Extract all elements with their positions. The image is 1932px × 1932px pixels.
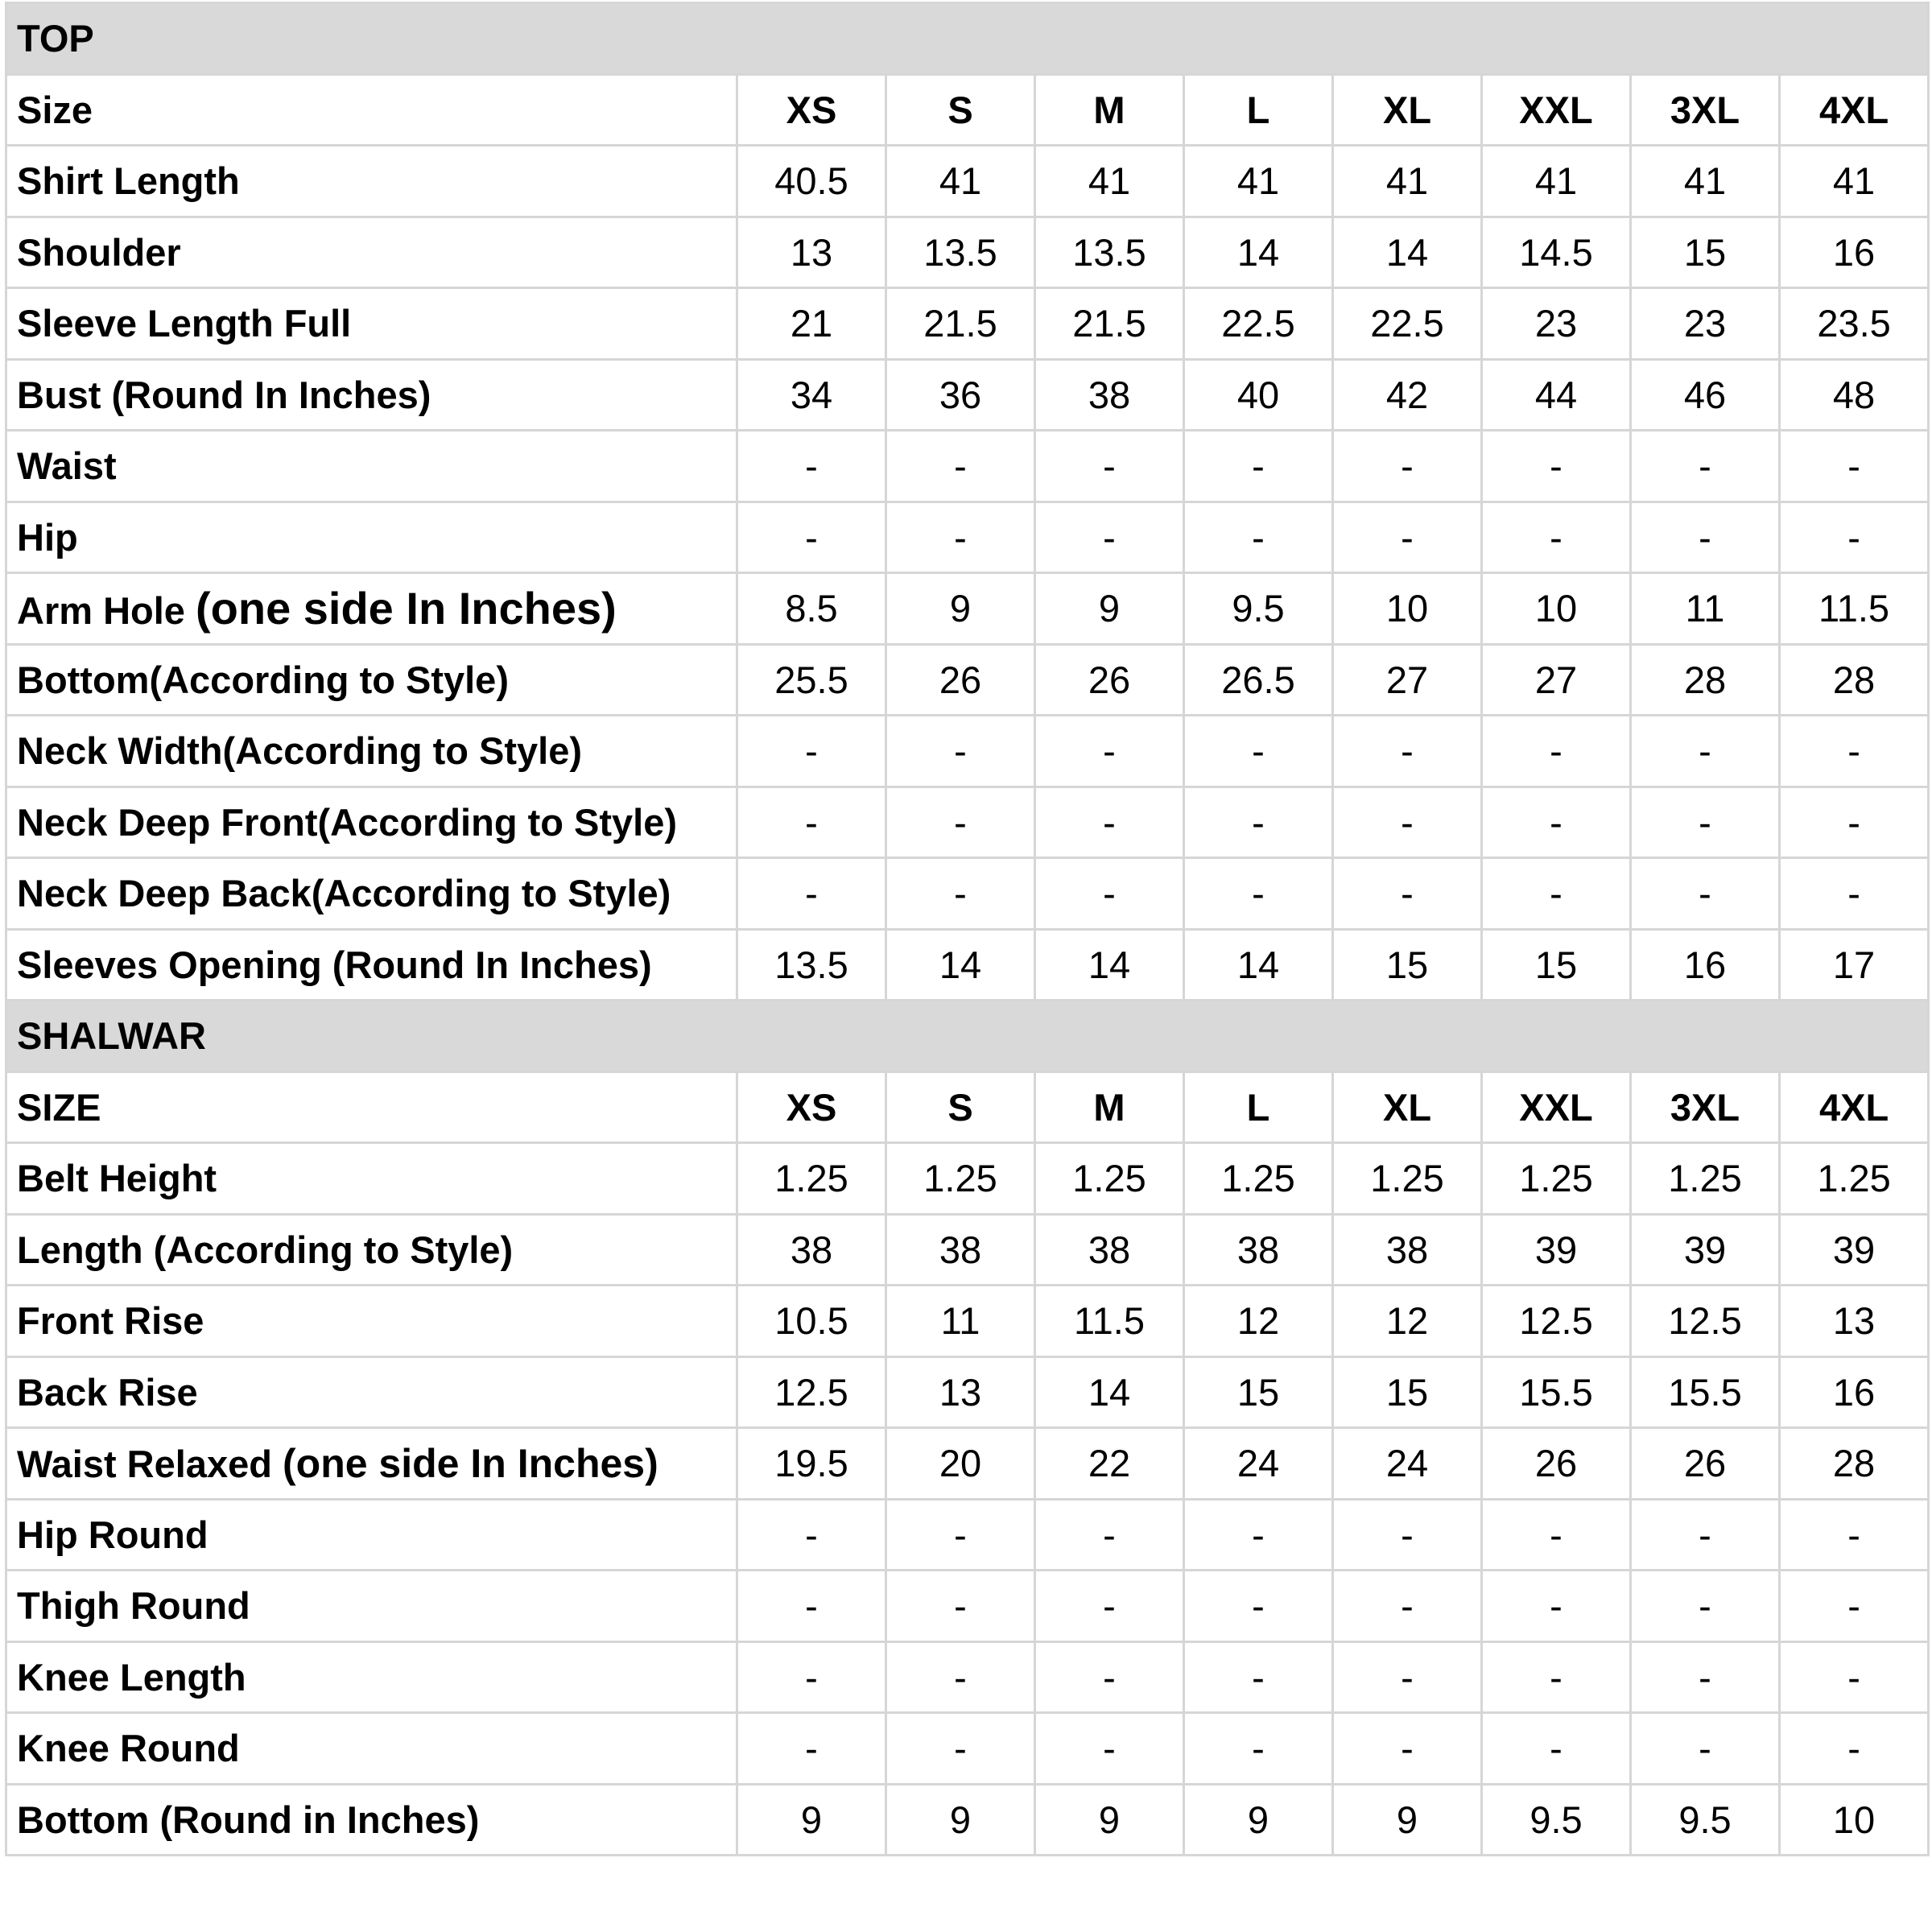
measurement-value: - [1035, 1713, 1184, 1785]
measurement-value: 9.5 [1631, 1784, 1780, 1856]
measurement-value: - [1780, 858, 1929, 930]
measurement-value: - [1482, 716, 1631, 787]
table-row [6, 858, 1929, 930]
measurement-value: 42 [1333, 359, 1482, 431]
measurement-value: - [886, 431, 1035, 502]
measurement-name: Bust [17, 373, 101, 416]
table-row [6, 359, 1929, 431]
measurement-value: 41 [1780, 146, 1929, 217]
measurement-value: 13.5 [737, 929, 886, 1001]
measurement-value: 27 [1482, 644, 1631, 716]
measurement-value: - [1184, 502, 1333, 573]
measurement-value: - [737, 1641, 886, 1713]
shalwar-size-s: S [886, 1071, 1035, 1143]
measurement-value: 9 [1035, 1784, 1184, 1856]
measurement-value: 38 [1035, 1214, 1184, 1286]
measurement-name: Back Rise [17, 1370, 198, 1414]
top-size-label: Size [6, 74, 737, 146]
measurement-value: 38 [1333, 1214, 1482, 1286]
measurement-value: - [1631, 1571, 1780, 1642]
measurement-value: 8.5 [737, 573, 886, 645]
measurement-value: 12 [1184, 1286, 1333, 1357]
measurement-value: - [1035, 1499, 1184, 1571]
table-row [6, 1499, 1929, 1571]
measurement-value: 34 [737, 359, 886, 431]
measurement-name: Front Rise [17, 1299, 204, 1343]
table-row [6, 502, 1929, 573]
measurement-value: 23.5 [1780, 288, 1929, 360]
measurement-value: 22.5 [1333, 288, 1482, 360]
shalwar-size-3xl: 3XL [1631, 1071, 1780, 1143]
measurement-value: 28 [1780, 644, 1929, 716]
table-row [6, 1286, 1929, 1357]
measurement-value: 9 [1333, 1784, 1482, 1856]
shalwar-size-xs: XS [737, 1071, 886, 1143]
measurement-value: 13.5 [1035, 217, 1184, 288]
measurement-name: Neck Deep Front(According to Style) [17, 800, 677, 844]
measurement-value: 19.5 [737, 1428, 886, 1500]
measurement-value: 10 [1780, 1784, 1929, 1856]
measurement-value: 9 [886, 573, 1035, 645]
top-size-m: M [1035, 74, 1184, 146]
measurement-value: - [1333, 858, 1482, 930]
measurement-value: - [1184, 716, 1333, 787]
measurement-name: Shirt Length [17, 159, 240, 203]
measurement-label [6, 1428, 737, 1500]
measurement-value: - [1184, 858, 1333, 930]
measurement-value: 20 [886, 1428, 1035, 1500]
measurement-value: - [886, 786, 1035, 858]
shalwar-size-xxl: XXL [1482, 1071, 1631, 1143]
measurement-value: 11.5 [1035, 1286, 1184, 1357]
measurement-value: - [1631, 502, 1780, 573]
measurement-value: - [737, 858, 886, 930]
measurement-value: 27 [1333, 644, 1482, 716]
measurement-value: - [1780, 1571, 1929, 1642]
measurement-value: - [1780, 1499, 1929, 1571]
measurement-value: 12 [1333, 1286, 1482, 1357]
measurement-value: 11.5 [1780, 573, 1929, 645]
measurement-note: (one side In Inches) [196, 582, 617, 634]
table-row [6, 1784, 1929, 1856]
measurement-name: Length (According to Style) [17, 1228, 514, 1271]
shalwar-section-header [6, 1001, 1929, 1072]
measurement-name: Hip [17, 515, 78, 559]
measurement-value: 14 [1035, 1356, 1184, 1428]
measurement-value: - [1631, 716, 1780, 787]
top-size-s: S [886, 74, 1035, 146]
measurement-name: Waist [17, 444, 117, 488]
table-row [6, 1571, 1929, 1642]
measurement-value: - [737, 786, 886, 858]
table-row [6, 1428, 1929, 1500]
measurement-value: 10 [1482, 573, 1631, 645]
measurement-value: 12.5 [1631, 1286, 1780, 1357]
measurement-value: 13 [737, 217, 886, 288]
measurement-value: - [1035, 1641, 1184, 1713]
measurement-value: 21.5 [1035, 288, 1184, 360]
top-sizes-row [6, 74, 1929, 146]
measurement-name: Arm Hole [17, 588, 185, 632]
measurement-value: 41 [1631, 146, 1780, 217]
measurement-value: - [886, 1499, 1035, 1571]
measurement-value: 21 [737, 288, 886, 360]
measurement-value: 14 [1333, 217, 1482, 288]
measurement-value: - [1482, 1641, 1631, 1713]
table-row [6, 1143, 1929, 1215]
measurement-value: 12.5 [1482, 1286, 1631, 1357]
measurement-value: - [737, 716, 886, 787]
measurement-label [6, 716, 737, 787]
measurement-value: - [737, 1571, 886, 1642]
measurement-value: 14 [1184, 217, 1333, 288]
measurement-value: 40 [1184, 359, 1333, 431]
measurement-name: Neck Width(According to Style) [17, 729, 583, 773]
measurement-value: 15 [1333, 929, 1482, 1001]
measurement-value: - [1184, 1641, 1333, 1713]
shalwar-size-m: M [1035, 1071, 1184, 1143]
measurement-value: 21.5 [886, 288, 1035, 360]
measurement-value: - [1333, 1713, 1482, 1785]
measurement-value: 41 [886, 146, 1035, 217]
measurement-value: 14 [886, 929, 1035, 1001]
measurement-name: Thigh Round [17, 1584, 250, 1628]
measurement-name: Sleeve Length Full [17, 302, 352, 345]
shalwar-size-xl: XL [1333, 1071, 1482, 1143]
measurement-label [6, 1499, 737, 1571]
measurement-name: Waist Relaxed [17, 1442, 272, 1485]
shalwar-section-title: SHALWAR [6, 1001, 1929, 1072]
measurement-value: - [1631, 431, 1780, 502]
measurement-value: - [886, 716, 1035, 787]
measurement-value: 1.25 [1035, 1143, 1184, 1215]
top-size-4xl: 4XL [1780, 74, 1929, 146]
table-row [6, 288, 1929, 360]
measurement-value: 38 [1184, 1214, 1333, 1286]
measurement-value: - [1631, 1713, 1780, 1785]
measurement-name: Bottom (Round in Inches) [17, 1798, 480, 1841]
size-chart-table [5, 2, 1930, 1856]
measurement-value: 17 [1780, 929, 1929, 1001]
measurement-value: 1.25 [1333, 1143, 1482, 1215]
top-size-l: L [1184, 74, 1333, 146]
measurement-note: (Round In Inches) [111, 373, 431, 416]
measurement-value: - [886, 1713, 1035, 1785]
measurement-value: 1.25 [737, 1143, 886, 1215]
measurement-label [6, 1713, 737, 1785]
measurement-value: - [1184, 431, 1333, 502]
top-size-xl: XL [1333, 74, 1482, 146]
measurement-value: 9 [737, 1784, 886, 1856]
table-row [6, 1356, 1929, 1428]
measurement-value: 38 [737, 1214, 886, 1286]
measurement-value: 9 [1184, 1784, 1333, 1856]
measurement-value: 26 [1482, 1428, 1631, 1500]
measurement-value: - [1631, 858, 1780, 930]
shalwar-size-l: L [1184, 1071, 1333, 1143]
shalwar-size-4xl: 4XL [1780, 1071, 1929, 1143]
measurement-name: Sleeves Opening (Round In Inches) [17, 943, 652, 986]
measurement-value: 13 [1780, 1286, 1929, 1357]
measurement-value: - [1780, 502, 1929, 573]
measurement-value: 1.25 [1482, 1143, 1631, 1215]
table-row [6, 573, 1929, 645]
measurement-label [6, 288, 737, 360]
measurement-value: 9 [886, 1784, 1035, 1856]
table-row [6, 217, 1929, 288]
measurement-value: - [1035, 502, 1184, 573]
measurement-value: - [1482, 1713, 1631, 1785]
measurement-name: Shoulder [17, 230, 181, 274]
measurement-label [6, 1286, 737, 1357]
measurement-value: 9 [1035, 573, 1184, 645]
measurement-value: 11 [886, 1286, 1035, 1357]
measurement-value: - [1780, 716, 1929, 787]
measurement-value: 16 [1631, 929, 1780, 1001]
measurement-value: - [1184, 786, 1333, 858]
top-size-xs: XS [737, 74, 886, 146]
measurement-value: - [737, 502, 886, 573]
measurement-value: - [1184, 1571, 1333, 1642]
table-row [6, 146, 1929, 217]
measurement-value: 25.5 [737, 644, 886, 716]
measurement-value: - [1035, 716, 1184, 787]
measurement-value: 10 [1333, 573, 1482, 645]
measurement-value: - [737, 1713, 886, 1785]
measurement-label [6, 929, 737, 1001]
measurement-value: - [1333, 716, 1482, 787]
measurement-value: - [1333, 1641, 1482, 1713]
measurement-value: - [1035, 1571, 1184, 1642]
measurement-value: 1.25 [1184, 1143, 1333, 1215]
measurement-label [6, 431, 737, 502]
measurement-value: 15 [1631, 217, 1780, 288]
measurement-label [6, 1784, 737, 1856]
measurement-value: 15 [1333, 1356, 1482, 1428]
measurement-value: 26 [886, 644, 1035, 716]
measurement-value: 39 [1631, 1214, 1780, 1286]
measurement-value: 38 [886, 1214, 1035, 1286]
measurement-value: - [886, 1641, 1035, 1713]
measurement-value: 24 [1184, 1428, 1333, 1500]
measurement-value: 48 [1780, 359, 1929, 431]
measurement-value: - [1482, 431, 1631, 502]
measurement-value: 39 [1482, 1214, 1631, 1286]
table-row [6, 929, 1929, 1001]
measurement-value: 1.25 [1631, 1143, 1780, 1215]
measurement-value: - [1482, 1571, 1631, 1642]
top-size-3xl: 3XL [1631, 74, 1780, 146]
measurement-value: - [1035, 431, 1184, 502]
measurement-value: - [1631, 1641, 1780, 1713]
measurement-value: 26 [1631, 1428, 1780, 1500]
measurement-value: - [1780, 786, 1929, 858]
measurement-value: - [1184, 1713, 1333, 1785]
measurement-value: 22.5 [1184, 288, 1333, 360]
measurement-value: 39 [1780, 1214, 1929, 1286]
measurement-value: - [1482, 786, 1631, 858]
measurement-name: Knee Length [17, 1655, 246, 1699]
measurement-value: - [737, 1499, 886, 1571]
measurement-value: 24 [1333, 1428, 1482, 1500]
measurement-value: - [1631, 786, 1780, 858]
table-row [6, 644, 1929, 716]
table-row [6, 716, 1929, 787]
measurement-value: 38 [1035, 359, 1184, 431]
measurement-label [6, 786, 737, 858]
measurement-label [6, 644, 737, 716]
size-chart-body [6, 3, 1929, 1856]
measurement-value: - [1482, 1499, 1631, 1571]
shalwar-sizes-row [6, 1071, 1929, 1143]
measurement-value: 1.25 [1780, 1143, 1929, 1215]
measurement-value: 23 [1482, 288, 1631, 360]
measurement-name: Neck Deep Back(According to Style) [17, 872, 671, 915]
measurement-value: 23 [1631, 288, 1780, 360]
measurement-value: 28 [1780, 1428, 1929, 1500]
top-size-xxl: XXL [1482, 74, 1631, 146]
measurement-value: - [1780, 1713, 1929, 1785]
measurement-value: - [1333, 431, 1482, 502]
measurement-value: 46 [1631, 359, 1780, 431]
measurement-value: - [1035, 858, 1184, 930]
measurement-value: 14.5 [1482, 217, 1631, 288]
table-row [6, 431, 1929, 502]
measurement-value: 41 [1184, 146, 1333, 217]
measurement-value: 11 [1631, 573, 1780, 645]
measurement-label [6, 858, 737, 930]
measurement-label [6, 1214, 737, 1286]
measurement-value: - [1631, 1499, 1780, 1571]
measurement-value: 9.5 [1184, 573, 1333, 645]
measurement-name: Hip Round [17, 1513, 208, 1556]
measurement-value: - [737, 431, 886, 502]
measurement-note: (one side In Inches) [283, 1440, 658, 1486]
measurement-value: - [1333, 1499, 1482, 1571]
measurement-value: 36 [886, 359, 1035, 431]
measurement-value: 41 [1482, 146, 1631, 217]
table-row [6, 1214, 1929, 1286]
measurement-name: Belt Height [17, 1157, 217, 1200]
measurement-value: 1.25 [886, 1143, 1035, 1215]
measurement-value: 14 [1184, 929, 1333, 1001]
measurement-value: - [1333, 1571, 1482, 1642]
measurement-value: - [1780, 1641, 1929, 1713]
measurement-value: 40.5 [737, 146, 886, 217]
shalwar-size-label: SIZE [6, 1071, 737, 1143]
measurement-value: 9.5 [1482, 1784, 1631, 1856]
measurement-value: 26 [1035, 644, 1184, 716]
measurement-value: 22 [1035, 1428, 1184, 1500]
top-section-title: TOP [6, 3, 1929, 75]
measurement-value: 15.5 [1631, 1356, 1780, 1428]
measurement-value: - [886, 858, 1035, 930]
measurement-label [6, 1143, 737, 1215]
measurement-value: - [1035, 786, 1184, 858]
measurement-value: - [1482, 502, 1631, 573]
measurement-value: 12.5 [737, 1356, 886, 1428]
measurement-value: 16 [1780, 217, 1929, 288]
measurement-label [6, 146, 737, 217]
measurement-value: - [1184, 1499, 1333, 1571]
measurement-value: 41 [1035, 146, 1184, 217]
measurement-label [6, 502, 737, 573]
measurement-value: 13.5 [886, 217, 1035, 288]
measurement-value: 44 [1482, 359, 1631, 431]
measurement-value: 41 [1333, 146, 1482, 217]
measurement-value: 15 [1184, 1356, 1333, 1428]
measurement-value: 14 [1035, 929, 1184, 1001]
measurement-label [6, 1571, 737, 1642]
measurement-value: 15.5 [1482, 1356, 1631, 1428]
measurement-label [6, 1356, 737, 1428]
measurement-label [6, 573, 737, 645]
top-section-header [6, 3, 1929, 75]
measurement-value: - [1333, 786, 1482, 858]
measurement-label [6, 1641, 737, 1713]
measurement-value: 13 [886, 1356, 1035, 1428]
measurement-name: Knee Round [17, 1727, 240, 1770]
measurement-value: 26.5 [1184, 644, 1333, 716]
measurement-value: 15 [1482, 929, 1631, 1001]
measurement-value: 10.5 [737, 1286, 886, 1357]
measurement-label [6, 217, 737, 288]
measurement-value: - [886, 1571, 1035, 1642]
measurement-value: 28 [1631, 644, 1780, 716]
measurement-value: - [1482, 858, 1631, 930]
measurement-value: - [1780, 431, 1929, 502]
measurement-value: 16 [1780, 1356, 1929, 1428]
table-row [6, 1641, 1929, 1713]
measurement-value: - [886, 502, 1035, 573]
table-row [6, 1713, 1929, 1785]
measurement-name: Bottom(According to Style) [17, 658, 509, 701]
measurement-label [6, 359, 737, 431]
measurement-value: - [1333, 502, 1482, 573]
table-row [6, 786, 1929, 858]
